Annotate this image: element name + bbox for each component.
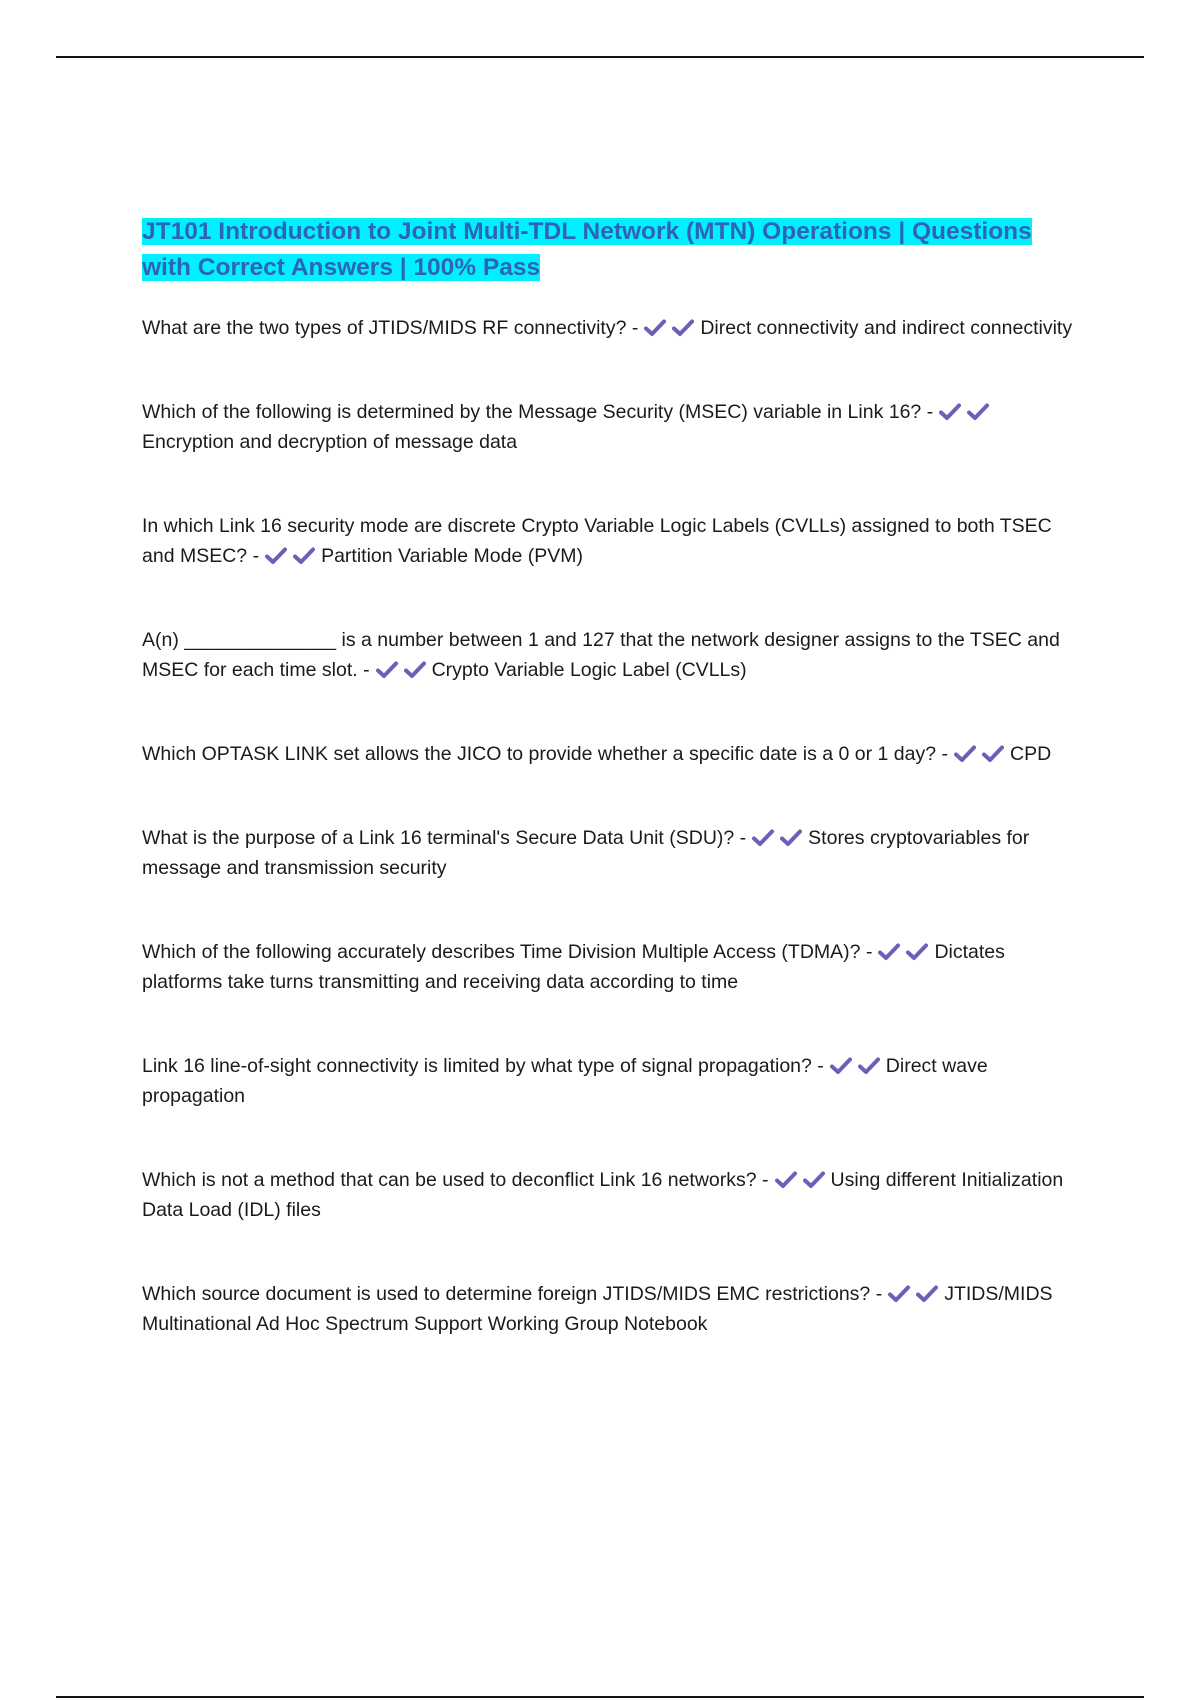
question-text: Which of the following accurately describes Time Division Multiple Access (TDMA)? [142,941,861,963]
separator: - [739,827,747,849]
check-icon [376,661,400,679]
check-icon [404,661,428,679]
qa-item [142,511,1077,571]
check-icon [803,1171,827,1189]
qa-item [142,313,1077,343]
top-rule [56,56,1144,58]
separator: - [631,317,639,339]
check-icon [775,1171,799,1189]
answer-text: JTIDS/MIDS Multinational Ad Hoc Spectrum Support Working Group Notebook [142,1283,1053,1335]
question-text: What are the two types of JTIDS/MIDS RF connectivity? [142,317,627,339]
separator: - [363,659,370,681]
check-icon [644,319,668,337]
check-icon [858,1057,882,1075]
question-text: Which OPTASK LINK set allows the JICO to provide whether a specific date is a 0 or 1 day? [142,743,937,765]
qa-item [142,1165,1077,1225]
answer-text: Encryption and decryption of message data [142,431,518,453]
check-icon [939,403,963,421]
document-body [142,214,1077,1393]
check-icon [265,547,289,565]
bottom-rule [56,1696,1144,1698]
check-icon [752,829,776,847]
check-icon [954,745,978,763]
answer-text: Dictates platforms take turns transmitting and receiving data according to time [142,941,1005,993]
answer-text: Crypto Variable Logic Label (CVLLs) [431,659,747,681]
question-text: What is the purpose of a Link 16 terminal's Secure Data Unit (SDU)? [142,827,735,849]
document-title [142,214,1077,286]
separator: - [252,545,260,567]
qa-item [142,823,1077,883]
qa-item [142,1279,1077,1339]
answer-text: Stores cryptovariables for message and transmission security [142,827,1030,879]
separator: - [875,1283,883,1305]
qa-item [142,397,1077,457]
separator: - [926,401,934,423]
qa-item [142,739,1077,769]
check-icon [780,829,804,847]
qa-item [142,1051,1077,1111]
check-icon [878,943,902,961]
qa-item [142,937,1077,997]
check-icon [672,319,696,337]
check-icon [916,1285,940,1303]
answer-text: Direct wave propagation [142,1055,988,1107]
question-text: Which source document is used to determine foreign JTIDS/MIDS EMC restrictions? [142,1283,871,1305]
qa-list [142,313,1077,1339]
question-text: Which is not a method that can be used to deconflict Link 16 networks? [142,1169,757,1191]
check-icon [830,1057,854,1075]
separator: - [817,1055,824,1077]
question-text: In which Link 16 security mode are discrete Crypto Variable Logic Labels (CVLLs) assigned to both TSEC and MSEC? [142,515,1052,567]
check-icon [982,745,1006,763]
answer-text: Direct connectivity and indirect connectivity [700,317,1073,339]
check-icon [967,403,991,421]
separator: - [762,1169,769,1191]
question-text: Link 16 line-of-sight connectivity is limited by what type of signal propagation? [142,1055,812,1077]
separator: - [941,743,949,765]
question-text: Which of the following is determined by the Message Security (MSEC) variable in Link 16? [142,401,922,423]
answer-text: CPD [1010,743,1052,765]
check-icon [293,547,317,565]
check-icon [888,1285,912,1303]
answer-text: Partition Variable Mode (PVM) [321,545,583,567]
check-icon [906,943,930,961]
answer-text: Using different Initialization Data Load (IDL) files [142,1169,1064,1221]
title-highlight: JT101 Introduction to Joint Multi-TDL Network (MTN) Operations | Questions with Correct Answers | 100% Pass [142,218,1032,281]
question-text: A(n) ______________ is a number between 1 and 127 that the network designer assigns to the TSEC and MSEC for each time slot. [142,629,1060,681]
separator: - [865,941,873,963]
qa-item [142,625,1077,685]
